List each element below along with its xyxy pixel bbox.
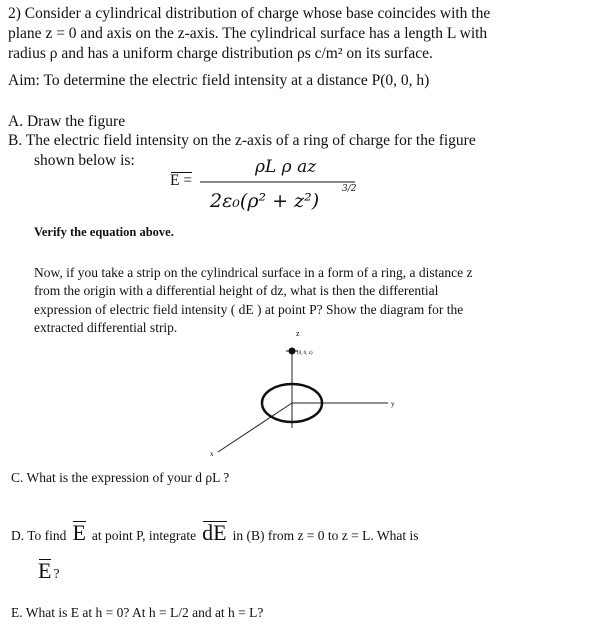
equation-lhs: [170, 171, 192, 191]
equation-power: 3/2: [342, 184, 357, 194]
y-axis-label: y: [391, 400, 395, 408]
problem-intro-line-2: plane z = 0 and axis on the z-axis. The cylindrical surface has a length L with: [8, 25, 488, 42]
para-line-3: expression of electric field intensity ( dE ) at point P? Show the diagram for the: [34, 302, 464, 317]
part-b-line-1: B. The electric field intensity on the z-axis of a ring of charge for the figure: [8, 132, 476, 149]
part-d-question-mark: ?: [53, 566, 60, 581]
part-d-vector-e-2: E: [38, 558, 52, 583]
para-line-2: from the origin with a differential height of dz, what is then the differential: [34, 283, 439, 298]
equation-numerator: ρL ρ az: [255, 157, 317, 177]
equation-lhs-text: E =: [170, 172, 193, 189]
part-d-text-3: in (B) from z = 0 to z = L. What is: [232, 528, 419, 543]
part-b-line-2: shown below is:: [34, 152, 135, 169]
part-d-line-2: [38, 558, 59, 584]
part-d-text-1: D. To find: [11, 528, 67, 543]
part-e: E. What is E at h = 0? At h = L/2 and at h = L?: [11, 605, 264, 620]
fraction-bar: [200, 177, 360, 187]
aim-line: Aim: To determine the electric field intensity at a distance P(0, 0, h): [8, 72, 430, 89]
verify-text: Verify the equation above.: [34, 225, 174, 239]
x-axis: [218, 403, 292, 452]
part-c: C. What is the expression of your d ρL ?: [11, 470, 230, 485]
part-a: A. Draw the figure: [8, 113, 126, 130]
part-d-vector-de: dE: [202, 520, 227, 545]
problem-intro-line-1: 2) Consider a cylindrical distribution of charge whose base coincides with the: [8, 5, 491, 22]
part-d-text-2: at point P, integrate: [91, 528, 197, 543]
ring-diagram: [200, 330, 400, 460]
para-line-4: extracted differential strip.: [34, 320, 178, 335]
z-axis-label: z: [296, 330, 300, 338]
part-d-vector-e: E: [72, 520, 86, 545]
para-line-1: Now, if you take a strip on the cylindrical surface in a form of a ring, a distance z: [34, 265, 473, 280]
x-axis-label: x: [210, 450, 214, 458]
problem-intro-line-3: radius ρ and has a uniform charge distribution ρs c/m² on its surface.: [8, 45, 433, 62]
equation-denominator: 2ε₀(ρ² + z²): [210, 190, 320, 212]
point-p-label: (0, 0, z): [297, 351, 313, 356]
part-d-line: [11, 520, 419, 546]
